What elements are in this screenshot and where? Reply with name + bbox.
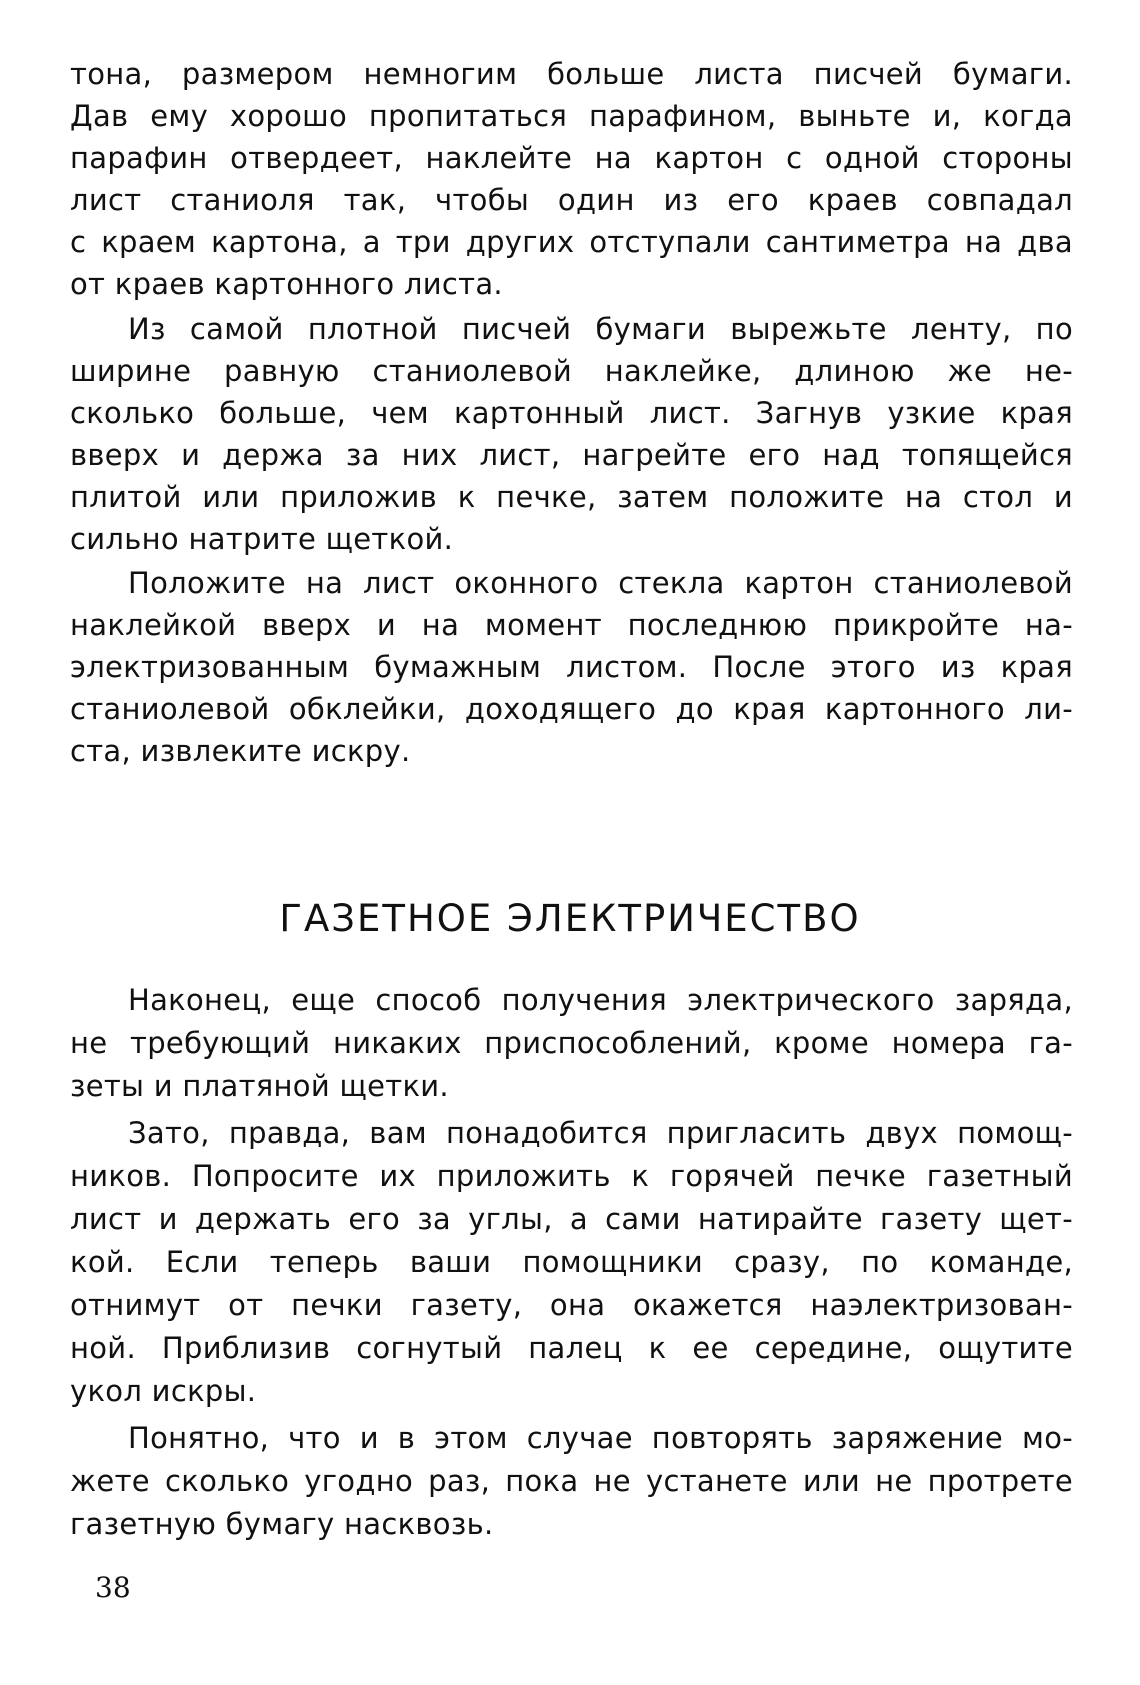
text-line: Из самой плотной писчей бумаги вырежьте ленту, по: [128, 312, 1073, 346]
text-line: наклейкой вверх и на момент последнюю прикройте на-: [70, 608, 1073, 642]
text-line: Дав ему хорошо пропитаться парафином, выньте и, когда: [70, 99, 1073, 133]
text-line: от краев картонного листа.: [70, 267, 503, 301]
text-line: укол искры.: [70, 1374, 257, 1408]
text-line: ной. Приблизив согнутый палец к ее середине, ощутите: [70, 1331, 1073, 1365]
text-line: сильно натрите щеткой.: [70, 522, 454, 556]
section-heading: ГАЗЕТНОЕ ЭЛЕКТРИЧЕСТВО: [279, 897, 861, 940]
text-line: зеты и платяной щетки.: [70, 1069, 449, 1103]
text-line: Наконец, еще способ получения электрического заряда,: [128, 983, 1073, 1017]
text-line: ширине равную станиолевой наклейке, длиною же не-: [70, 354, 1073, 388]
text-line: кой. Если теперь ваши помощники сразу, по команде,: [70, 1245, 1073, 1279]
text-line: тона, размером немногим больше листа писчей бумаги.: [70, 57, 1073, 91]
text-line: не требующий никаких приспособлений, кроме номера га-: [70, 1026, 1073, 1060]
text-line: Зато, правда, вам понадобится пригласить двух помощ-: [128, 1116, 1073, 1150]
text-line: лист и держать его за углы, а сами натирайте газету щет-: [70, 1202, 1073, 1236]
text-line: Положите на лист оконного стекла картон станиолевой: [128, 566, 1073, 600]
text-line: лист станиоля так, чтобы один из его краев совпадал: [70, 183, 1073, 217]
text-line: электризованным бумажным листом. После этого из края: [70, 650, 1073, 684]
text-line: сколько больше, чем картонный лист. Загнув узкие края: [70, 396, 1073, 430]
text-line: с краем картона, а три других отступали сантиметра на два: [70, 225, 1073, 259]
text-line: жете сколько угодно раз, пока не устанете или не протрете: [70, 1464, 1073, 1498]
text-line: станиолевой обклейки, доходящего до края картонного ли-: [70, 692, 1073, 726]
text-line: отнимут от печки газету, она окажется наэлектризован-: [70, 1288, 1073, 1322]
text-line: Понятно, что и в этом случае повторять заряжение мо-: [128, 1421, 1073, 1455]
page-number: 38: [95, 1571, 131, 1604]
text-line: плитой или приложив к печке, затем положите на стол и: [70, 480, 1073, 514]
text-line: вверх и держа за них лист, нагрейте его над топящейся: [70, 438, 1073, 472]
text-line: ников. Попросите их приложить к горячей печке газетный: [70, 1159, 1073, 1193]
text-line: ста, извлеките искру.: [70, 734, 411, 768]
text-line: парафин отвердеет, наклейте на картон с одной стороны: [70, 141, 1073, 175]
text-line: газетную бумагу насквозь.: [70, 1507, 494, 1541]
